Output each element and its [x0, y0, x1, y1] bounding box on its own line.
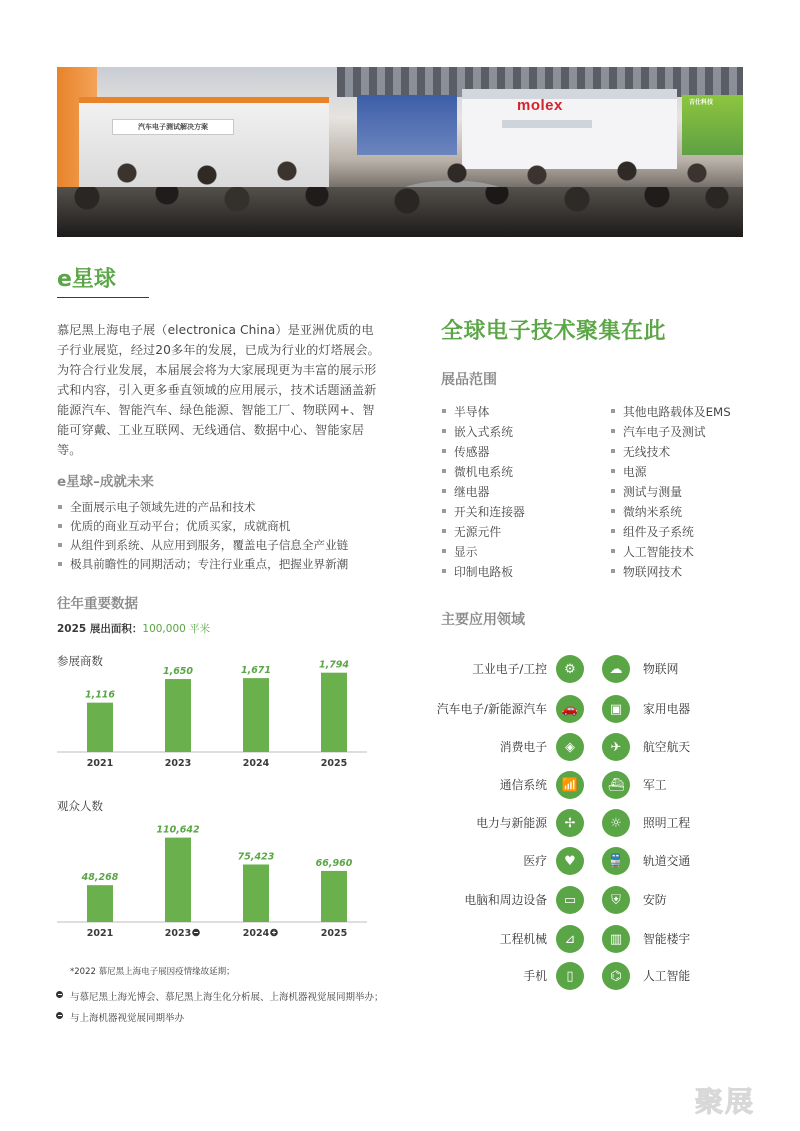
application-label: 安防	[643, 893, 667, 907]
application-label: 军工	[643, 778, 667, 792]
visitors-chart-title: 观众人数	[57, 799, 103, 813]
green-sign-text: 吉仕科技	[689, 99, 714, 106]
application-label: 家用电器	[643, 702, 691, 716]
range-item	[441, 562, 601, 582]
range-item	[441, 482, 601, 502]
range-item	[610, 542, 780, 562]
x-tick-label: 2025	[320, 758, 348, 769]
blue-booth	[357, 95, 457, 155]
application-label: 工业电子/工控	[472, 662, 547, 676]
range-item-text: 无线技术	[623, 445, 671, 459]
bullet-icon	[442, 489, 446, 493]
bullet-icon	[442, 449, 446, 453]
data-label: 1,650	[162, 666, 194, 678]
minus-circle-icon	[56, 991, 63, 998]
range-item-text: 半导体	[454, 405, 490, 419]
application-label: 智能楼宇	[643, 932, 691, 946]
application-label: 轨道交通	[643, 854, 691, 868]
title-underline	[57, 297, 149, 298]
applications-heading: 主要应用领域	[441, 612, 525, 628]
range-item-text: 继电器	[454, 485, 490, 499]
global-title: 全球电子技术聚集在此	[441, 319, 667, 344]
application-label: 电力与新能源	[476, 816, 547, 830]
list-item-text: 从组件到系统、从应用到服务，覆盖电子信息全产业链	[70, 538, 349, 552]
application-label: 消费电子	[499, 740, 547, 754]
chart-bar	[321, 871, 347, 922]
bullet-icon	[442, 429, 446, 433]
range-item	[610, 482, 780, 502]
data-label: 1,671	[240, 665, 272, 677]
application-label: 人工智能	[643, 969, 691, 983]
x-tick-label: 2025	[320, 928, 348, 939]
chart-bar	[165, 838, 191, 922]
x-tick-label: 2024	[242, 758, 270, 769]
booth-sign: 汽车电子测试解决方案	[112, 119, 234, 135]
range-item	[441, 542, 601, 562]
bullet-icon	[442, 549, 446, 553]
gear-icon: ⚙	[556, 655, 584, 683]
intro-paragraph: 慕尼黑上海电子展（electronica China）是亚洲优质的电子行业展览，经过20多年的发展，已成为行业的灯塔展会。为符合行业发展，本届展会将为大家展现更为丰富的展示形式和内容，引入更多垂直领域的应用展示，技术话题涵盖新能源汽车、智能汽车、绿色能源、智能工厂、物联网+、智能可穿戴、工业互联网、无线通信、数据中心、智能家居等。	[57, 323, 380, 457]
chart-bar	[243, 678, 269, 752]
range-item	[610, 502, 780, 522]
range-item	[610, 562, 780, 582]
range-item-text: 无源元件	[454, 525, 502, 539]
list-item-text: 极具前瞻性的同期活动；专注行业重点，把握业界新潮	[70, 557, 349, 571]
section-title: e星球	[57, 267, 116, 292]
note-dash-text: 与慕尼黑上海光博会、慕尼黑上海生化分析展、上海机器视觉展同期举办；	[70, 992, 384, 1003]
bullet-icon	[611, 529, 615, 533]
train-icon: 🚆	[602, 847, 630, 875]
heart-pulse-icon: ♥	[556, 847, 584, 875]
bullet-icon	[611, 489, 615, 493]
bullet-icon	[611, 549, 615, 553]
area-label: 2025 展出面积：	[57, 623, 143, 635]
data-label: 1,794	[318, 659, 350, 671]
range-item-text: 物联网技术	[623, 565, 682, 579]
data-label: 66,960	[315, 857, 353, 869]
bullet-icon	[58, 505, 62, 509]
bullet-icon	[442, 409, 446, 413]
range-item-text: 显示	[454, 545, 478, 559]
application-label: 工程机械	[499, 932, 547, 946]
list-item-text: 全面展示电子领域先进的产品和技术	[70, 500, 256, 514]
bullet-icon	[442, 529, 446, 533]
application-label: 汽车电子/新能源汽车	[436, 702, 547, 716]
range-item-text: 组件及子系统	[623, 525, 694, 539]
bullet-icon	[611, 429, 615, 433]
chart-bar	[243, 864, 269, 922]
lighting-icon: ☼	[602, 809, 630, 837]
application-label: 照明工程	[643, 816, 691, 830]
building-icon: ▥	[602, 925, 630, 953]
data-label: 1,116	[84, 689, 116, 701]
range-item-text: 其他电路载体及EMS	[623, 405, 731, 419]
range-item-text: 电源	[623, 465, 647, 479]
range-item	[441, 502, 601, 522]
list-item-text: 优质的商业互动平台；优质买家，成就商机	[70, 519, 291, 533]
x-tick-label: 2023	[164, 928, 192, 939]
visitors-chart	[57, 820, 367, 942]
x-tick-label: 2024	[242, 928, 270, 939]
chip-icon: ◈	[556, 733, 584, 761]
note-dash	[70, 989, 384, 1003]
note-plus	[70, 1010, 184, 1024]
range-item-text: 嵌入式系统	[454, 425, 513, 439]
application-label: 电脑和周边设备	[464, 893, 547, 907]
hero-photo	[57, 67, 743, 237]
bullet-icon	[611, 469, 615, 473]
watermark: 聚展	[695, 1085, 756, 1118]
appliance-icon: ▣	[602, 695, 630, 723]
range-heading: 展品范围	[441, 372, 497, 388]
data-label: 110,642	[156, 824, 200, 836]
application-label: 航空航天	[643, 740, 691, 754]
data-label: 75,423	[237, 851, 275, 863]
exhibition-area	[57, 621, 210, 636]
range-item	[441, 402, 601, 422]
range-item	[610, 402, 780, 422]
footnote: *2022 慕尼黑上海电子展因疫情缘故延期；	[70, 967, 235, 977]
chart-bar	[87, 703, 113, 752]
x-tick-label: 2021	[86, 928, 114, 939]
application-label: 物联网	[643, 662, 679, 676]
range-item	[610, 522, 780, 542]
data-label: 48,268	[81, 872, 119, 884]
application-label: 手机	[523, 969, 547, 983]
list-item	[57, 517, 397, 536]
range-item	[441, 442, 601, 462]
crowd-front	[57, 187, 743, 237]
ai-icon: ⌬	[602, 962, 630, 990]
chart-bar	[87, 885, 113, 922]
x-tick-label: 2023	[164, 758, 192, 769]
phone-icon: ▯	[556, 962, 584, 990]
list-item	[57, 555, 397, 574]
range-list-2	[610, 402, 780, 582]
antenna-icon: 📶	[556, 771, 584, 799]
bullet-icon	[611, 569, 615, 573]
ship-icon: ⛴	[602, 771, 630, 799]
range-item-text: 传感器	[454, 445, 490, 459]
range-item	[610, 422, 780, 442]
range-item-text: 汽车电子及测试	[623, 425, 706, 439]
crane-icon: ⊿	[556, 925, 584, 953]
bullet-icon	[611, 409, 615, 413]
range-item	[441, 422, 601, 442]
chart-bar	[321, 673, 347, 752]
future-heading: e星球–成就未来	[57, 474, 154, 490]
range-item-text: 微纳米系统	[623, 505, 682, 519]
range-item-text: 微机电系统	[454, 465, 513, 479]
bullet-icon	[442, 469, 446, 473]
range-item-text: 人工智能技术	[623, 545, 694, 559]
bullet-icon	[611, 449, 615, 453]
range-item	[441, 522, 601, 542]
application-label: 通信系统	[499, 778, 547, 792]
bullet-icon	[58, 543, 62, 547]
range-item	[610, 462, 780, 482]
computer-icon: ▭	[556, 886, 584, 914]
range-item	[610, 442, 780, 462]
molex-logo: molex	[517, 97, 563, 114]
airplane-icon: ✈	[602, 733, 630, 761]
range-item-text: 测试与测量	[623, 485, 682, 499]
exhibitors-chart-title: 参展商数	[57, 654, 103, 668]
iot-icon: ☁	[602, 655, 630, 683]
range-list-1	[441, 402, 601, 582]
plus-circle-icon	[56, 1012, 63, 1019]
range-item	[441, 462, 601, 482]
bullet-icon	[611, 509, 615, 513]
area-value: 100,000 平米	[142, 623, 211, 635]
future-list	[57, 498, 397, 574]
bullet-icon	[58, 562, 62, 566]
car-icon: 🚗	[556, 695, 584, 723]
wind-turbine-icon: ✢	[556, 809, 584, 837]
list-item	[57, 536, 397, 555]
note-plus-text: 与上海机器视觉展同期举办	[70, 1013, 185, 1024]
bullet-icon	[58, 524, 62, 528]
bullet-icon	[442, 569, 446, 573]
range-item-text: 印制电路板	[454, 565, 513, 579]
molex-subsign	[502, 120, 592, 128]
range-item-text: 开关和连接器	[454, 505, 525, 519]
chart-bar	[165, 679, 191, 752]
list-item	[57, 498, 397, 517]
history-heading: 往年重要数据	[57, 596, 138, 612]
shield-icon: ⛨	[602, 886, 630, 914]
x-tick-label: 2021	[86, 758, 114, 769]
bullet-icon	[442, 509, 446, 513]
application-label: 医疗	[523, 854, 547, 868]
